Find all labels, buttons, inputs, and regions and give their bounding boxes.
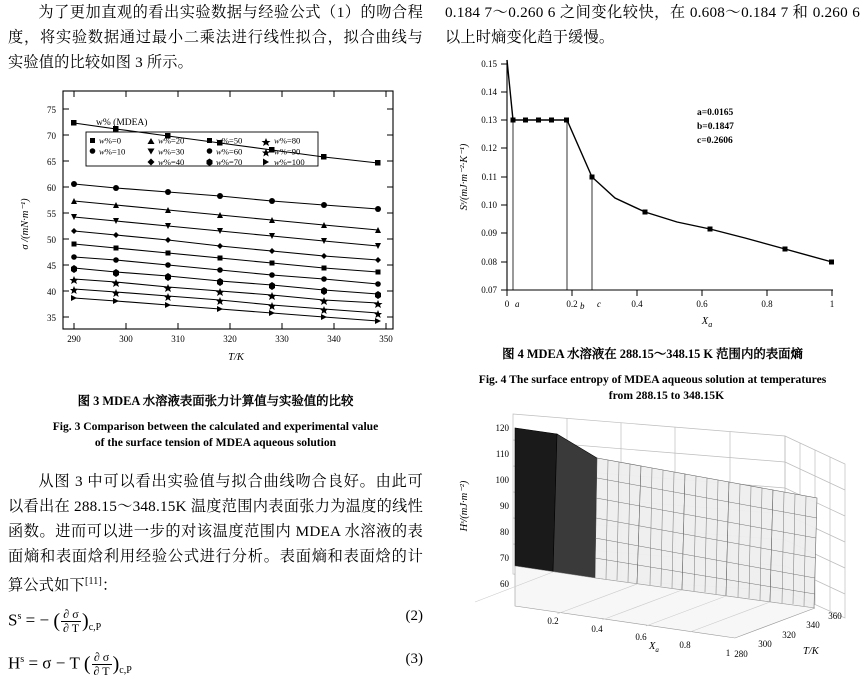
formula-2-fraction (61, 608, 81, 635)
reference-marker: [11] (84, 576, 103, 587)
figure-5-surface-dark (515, 428, 557, 572)
svg-text:300: 300 (758, 639, 772, 649)
figure-3 (8, 79, 408, 389)
svg-text:0.6: 0.6 (635, 632, 647, 642)
figure-3-plot (8, 79, 408, 379)
svg-text:0.2: 0.2 (566, 299, 578, 309)
formula-2-paren-close: ) (82, 610, 89, 633)
svg-text:w%=10: w%=10 (99, 146, 126, 157)
svg-text:w%=0: w%=0 (99, 135, 122, 146)
svg-text:w%=80: w%=80 (274, 135, 301, 146)
figure-4-curve (507, 60, 832, 262)
svg-text:75: 75 (47, 105, 56, 115)
formula-3-eq: = σ − T (28, 653, 80, 673)
right-paragraph-1: 0.184 7～0.260 6 之间变化较快，在 0.608～0.184 7 和 0.260 6 以上时熵变化趋于缓慢。 (445, 4, 860, 46)
svg-text:c=0.2606: c=0.2606 (697, 136, 733, 146)
formula-2-num: ∂ σ (61, 608, 81, 622)
left-paragraph-2-text: 从图 3 中可以看出实验值与拟合曲线吻合良好。由此可以看出在 288.15～348.15K 温度范围内表面张力为温度的线性函数。进而可以进一步的对该温度范围内 MDEA 水溶液的表面熵和表面焓利用经验公式进行分析。表面熵和表面焓的计算公式如下 (8, 473, 423, 595)
figure-5-ylabel: T/K (803, 646, 819, 657)
left-paragraph-1: 为了更加直观的看出实验数据与经验公式（1）的吻合程度，将实验数据通过最小二乘法进行线性拟合，拟合曲线与实验值的比较如图 3 所示。 (8, 4, 423, 71)
svg-text:65: 65 (47, 157, 56, 167)
svg-text:1: 1 (829, 299, 835, 309)
svg-text:w%=60: w%=60 (216, 146, 243, 157)
svg-text:b=0.1847: b=0.1847 (697, 122, 734, 132)
figure-4-plot (445, 52, 845, 342)
left-paragraph-2-end: ： (102, 577, 118, 595)
formula-2-number: (2) (405, 608, 423, 625)
formula-2-den: ∂ T (62, 621, 80, 636)
figure-4-annotations (697, 108, 734, 146)
svg-text:0.12: 0.12 (481, 143, 497, 153)
formula-3-paren-close: ) (112, 653, 120, 676)
figure-4-caption-en-2: from 288.15 to 348.15K (608, 389, 725, 402)
svg-text:0.8: 0.8 (679, 640, 691, 650)
svg-text:340: 340 (327, 334, 341, 344)
svg-text:0.09: 0.09 (481, 228, 497, 238)
svg-text:0.13: 0.13 (481, 115, 497, 125)
formula-2-subscript: c,P (88, 621, 102, 633)
svg-text:360: 360 (828, 611, 842, 621)
formula-2 (8, 608, 101, 635)
left-column (8, 0, 423, 678)
svg-text:45: 45 (47, 261, 56, 271)
svg-text:330: 330 (275, 334, 289, 344)
svg-text:w%=50: w%=50 (216, 135, 243, 146)
svg-text:70: 70 (47, 131, 56, 141)
svg-text:w%=100: w%=100 (274, 157, 305, 167)
svg-text:320: 320 (223, 334, 237, 344)
svg-text:110: 110 (495, 449, 509, 459)
figure-3-legend (86, 117, 318, 167)
svg-text:310: 310 (171, 334, 185, 344)
formula-2-eq: = − (25, 610, 50, 630)
figure-3-caption-en-1: Fig. 3 Comparison between the calculated and experimental value (52, 420, 379, 433)
figure-5-surface-mid (553, 434, 597, 578)
left-paragraph-2 (8, 469, 423, 598)
svg-text:340: 340 (806, 620, 820, 630)
formula-3-num: ∂ σ (92, 651, 112, 665)
svg-text:60: 60 (500, 579, 509, 589)
svg-text:80: 80 (500, 527, 509, 537)
svg-text:290: 290 (67, 334, 81, 344)
figure-3-xlabel: T/K (228, 352, 244, 363)
figure-5-zlabel: Hˢ/(mJ·m⁻²) (459, 480, 470, 532)
formula-2-paren-open: ( (53, 610, 60, 633)
svg-text:0.8: 0.8 (761, 299, 773, 309)
figure-4-caption-cn: 图 4 MDEA 水溶液在 288.15～348.15 K 范围内的表面熵 (502, 347, 803, 361)
formula-2-lhs: S (8, 610, 18, 630)
figure-5-xlabel: $X_a$ (649, 641, 659, 654)
svg-text:90: 90 (500, 501, 509, 511)
svg-text:w%=30: w%=30 (158, 146, 185, 157)
svg-text:40: 40 (47, 287, 56, 297)
formula-3-number: (3) (405, 651, 423, 668)
formula-3-den: ∂ T (93, 664, 110, 679)
svg-text:0.4: 0.4 (631, 299, 643, 309)
figure-3-ylabel: σ /(mN·m⁻¹) (20, 198, 31, 250)
figure-3-caption-cn: 图 3 MDEA 水溶液表面张力计算值与实验值的比较 (77, 394, 354, 408)
figure-3-caption-en-2: of the surface tension of MDEA aqueous solution (94, 436, 337, 449)
svg-text:0.07: 0.07 (481, 285, 497, 295)
svg-text:w%=20: w%=20 (158, 135, 185, 146)
svg-text:0: 0 (504, 299, 510, 309)
formula-2-lhs-sup: s (17, 610, 22, 622)
formula-3-lhs: H (8, 653, 21, 673)
formula-3 (8, 651, 132, 678)
formula-3-subscript: c,P (119, 664, 132, 676)
svg-text:60: 60 (47, 183, 56, 193)
svg-text:w%=90: w%=90 (274, 146, 301, 157)
svg-text:1: 1 (725, 648, 731, 658)
formula-3-paren-open: ( (83, 653, 91, 676)
svg-text:0.10: 0.10 (481, 200, 497, 210)
svg-text:100: 100 (495, 475, 509, 485)
svg-text:35: 35 (47, 313, 56, 323)
figure-5 (445, 406, 860, 671)
svg-text:280: 280 (734, 649, 748, 659)
svg-text:0.4: 0.4 (591, 624, 603, 634)
svg-text:350: 350 (379, 334, 393, 344)
svg-text:0.14: 0.14 (481, 87, 497, 97)
svg-text:0.2: 0.2 (547, 616, 559, 626)
figure-4-xlabel: $X_a$ (701, 316, 713, 329)
figure-4 (445, 52, 845, 352)
figure-4-ylabel: Sˢ/(mJ·m⁻²·K⁻¹) (459, 143, 470, 211)
formula-3-lhs-sup: s (20, 653, 25, 665)
svg-text:w% (MDEA): w% (MDEA) (96, 118, 148, 128)
figure-5-plot (445, 406, 860, 671)
formula-3-fraction (92, 651, 112, 678)
formula-3-row (8, 651, 423, 678)
svg-text:0.6: 0.6 (696, 299, 708, 309)
svg-text:320: 320 (782, 630, 796, 640)
figure-5-z-ticks (496, 423, 510, 589)
svg-text:w%=70: w%=70 (216, 157, 243, 167)
svg-text:0.08: 0.08 (481, 257, 497, 267)
svg-text:a=0.0165: a=0.0165 (697, 108, 734, 118)
svg-text:70: 70 (500, 553, 509, 563)
right-column (445, 0, 860, 671)
svg-text:w%=40: w%=40 (158, 157, 185, 167)
svg-text:300: 300 (119, 334, 133, 344)
svg-text:55: 55 (47, 209, 56, 219)
svg-text:50: 50 (47, 235, 56, 245)
figure-4-mark-b: b (580, 301, 585, 311)
svg-text:120: 120 (495, 423, 509, 433)
svg-text:0.15: 0.15 (481, 59, 497, 69)
figure-4-mark-a: a (515, 299, 520, 309)
figure-4-caption-en-1: Fig. 4 The surface entropy of MDEA aqueous solution at temperatures (478, 373, 827, 386)
formula-2-row (8, 608, 423, 635)
figure-4-mark-c: c (597, 299, 601, 309)
svg-text:0.11: 0.11 (481, 172, 497, 182)
